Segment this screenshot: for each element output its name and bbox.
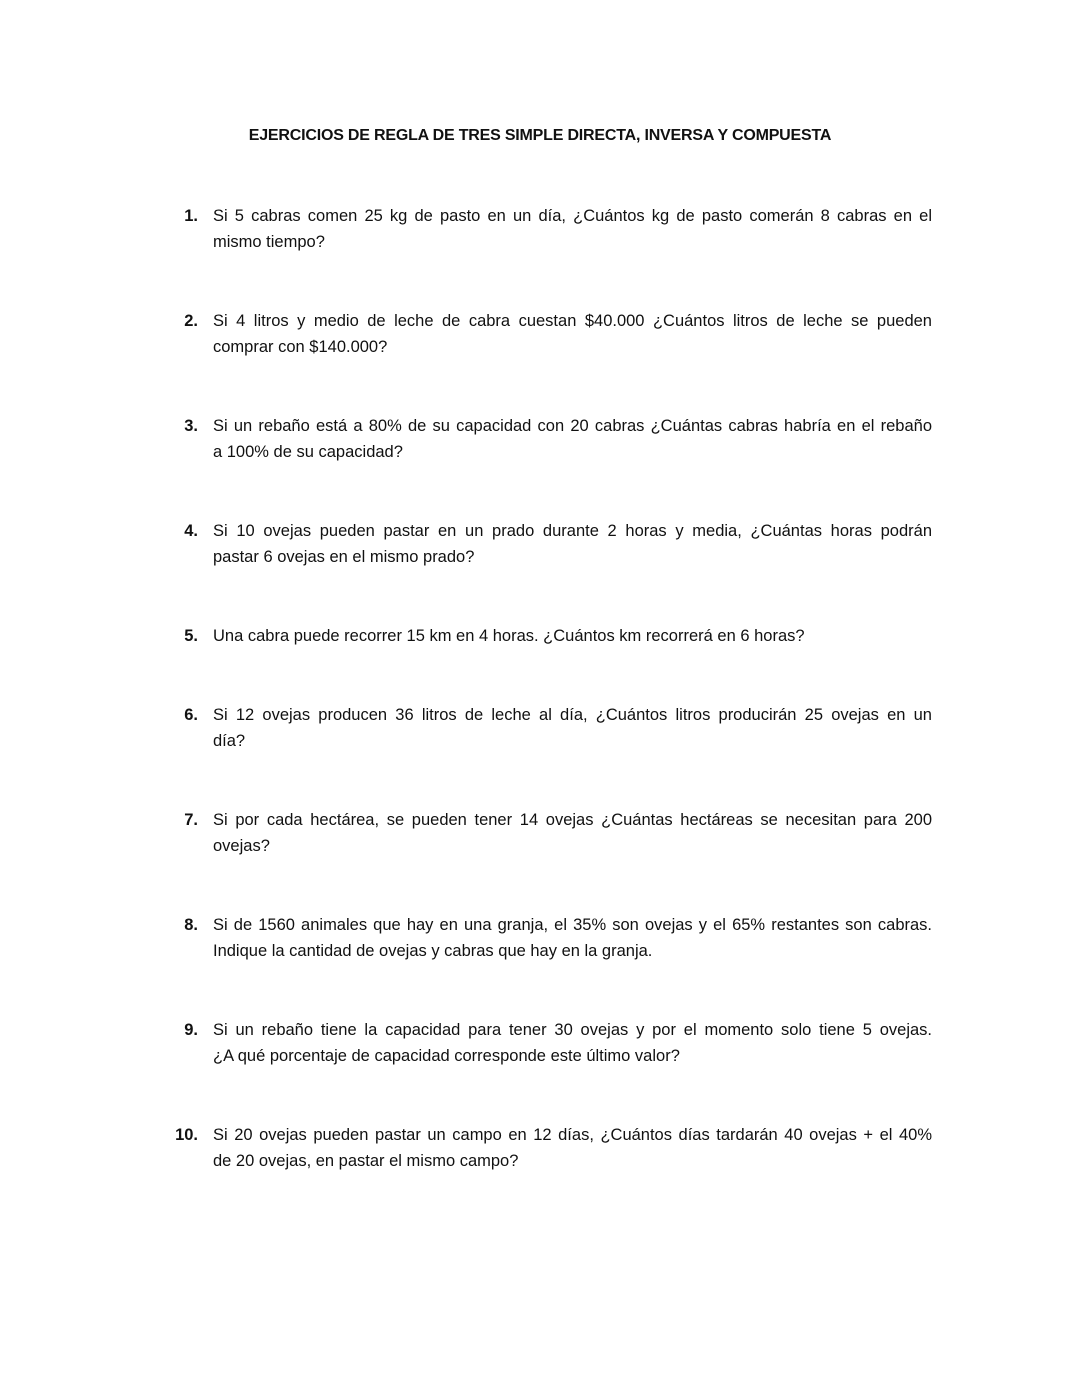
exercise-item: [160, 308, 932, 360]
exercise-text-line: Si por cada hectárea, se pueden tener 14 ovejas ¿Cuántas hectáreas se necesitan para 200: [213, 811, 932, 829]
exercise-number: 5.: [184, 627, 198, 645]
exercise-number: 7.: [184, 811, 198, 829]
exercise-text-line: Si 4 litros y medio de leche de cabra cuestan $40.000 ¿Cuántos litros de leche se pueden: [213, 312, 932, 330]
exercise-text-line: Si 10 ovejas pueden pastar en un prado durante 2 horas y media, ¿Cuántas horas podrán: [213, 522, 932, 540]
exercise-text-line: Si un rebaño está a 80% de su capacidad con 20 cabras ¿Cuántas cabras habría en el rebaño: [213, 417, 932, 435]
exercise-text-line: Si un rebaño tiene la capacidad para tener 30 ovejas y por el momento solo tiene 5 ovejas.: [213, 1021, 932, 1039]
exercise-number: 4.: [184, 522, 198, 540]
exercise-text-line: Si 5 cabras comen 25 kg de pasto en un día, ¿Cuántos kg de pasto comerán 8 cabras en el: [213, 207, 932, 225]
exercise-text-line: pastar 6 ovejas en el mismo prado?: [213, 548, 475, 566]
exercise-text-line: Una cabra puede recorrer 15 km en 4 horas. ¿Cuántos km recorrerá en 6 horas?: [213, 627, 805, 645]
exercise-item: [160, 1122, 932, 1174]
exercise-text-line: de 20 ovejas, en pastar el mismo campo?: [213, 1152, 519, 1170]
exercise-text-line: comprar con $140.000?: [213, 338, 388, 356]
document-title: EJERCICIOS DE REGLA DE TRES SIMPLE DIRECTA, INVERSA Y COMPUESTA: [248, 127, 832, 144]
exercise-text-line: a 100% de su capacidad?: [213, 443, 403, 461]
exercise-number: 8.: [184, 916, 198, 934]
exercise-number: 3.: [184, 417, 198, 435]
exercise-number: 1.: [184, 207, 198, 225]
exercise-text-line: Si 20 ovejas pueden pastar un campo en 12 días, ¿Cuántos días tardarán 40 ovejas + el 40%: [213, 1126, 932, 1144]
exercise-number: 10.: [175, 1126, 198, 1144]
exercise-text-line: ovejas?: [213, 837, 270, 855]
exercise-text-line: día?: [213, 732, 246, 750]
exercise-number: 9.: [184, 1021, 198, 1039]
exercise-item: [160, 807, 932, 859]
exercise-text-line: mismo tiempo?: [213, 233, 325, 251]
exercise-item: [160, 203, 932, 255]
exercise-number: 2.: [184, 312, 198, 330]
exercise-text-line: ¿A qué porcentaje de capacidad corresponde este último valor?: [213, 1047, 680, 1065]
exercise-item: [160, 912, 932, 964]
exercise-text-line: Indique la cantidad de ovejas y cabras que hay en la granja.: [213, 942, 653, 960]
exercise-text-line: Si 12 ovejas producen 36 litros de leche al día, ¿Cuántos litros producirán 25 ovejas en un: [213, 706, 932, 724]
exercise-number: 6.: [184, 706, 198, 724]
exercise-item: [160, 518, 932, 570]
exercise-item: [160, 623, 932, 649]
exercise-item: [160, 702, 932, 754]
exercise-list: [160, 203, 932, 1227]
exercise-text-line: Si de 1560 animales que hay en una granja, el 35% son ovejas y el 65% restantes son cabras.: [213, 916, 932, 934]
exercise-item: [160, 1017, 932, 1069]
exercise-item: [160, 413, 932, 465]
